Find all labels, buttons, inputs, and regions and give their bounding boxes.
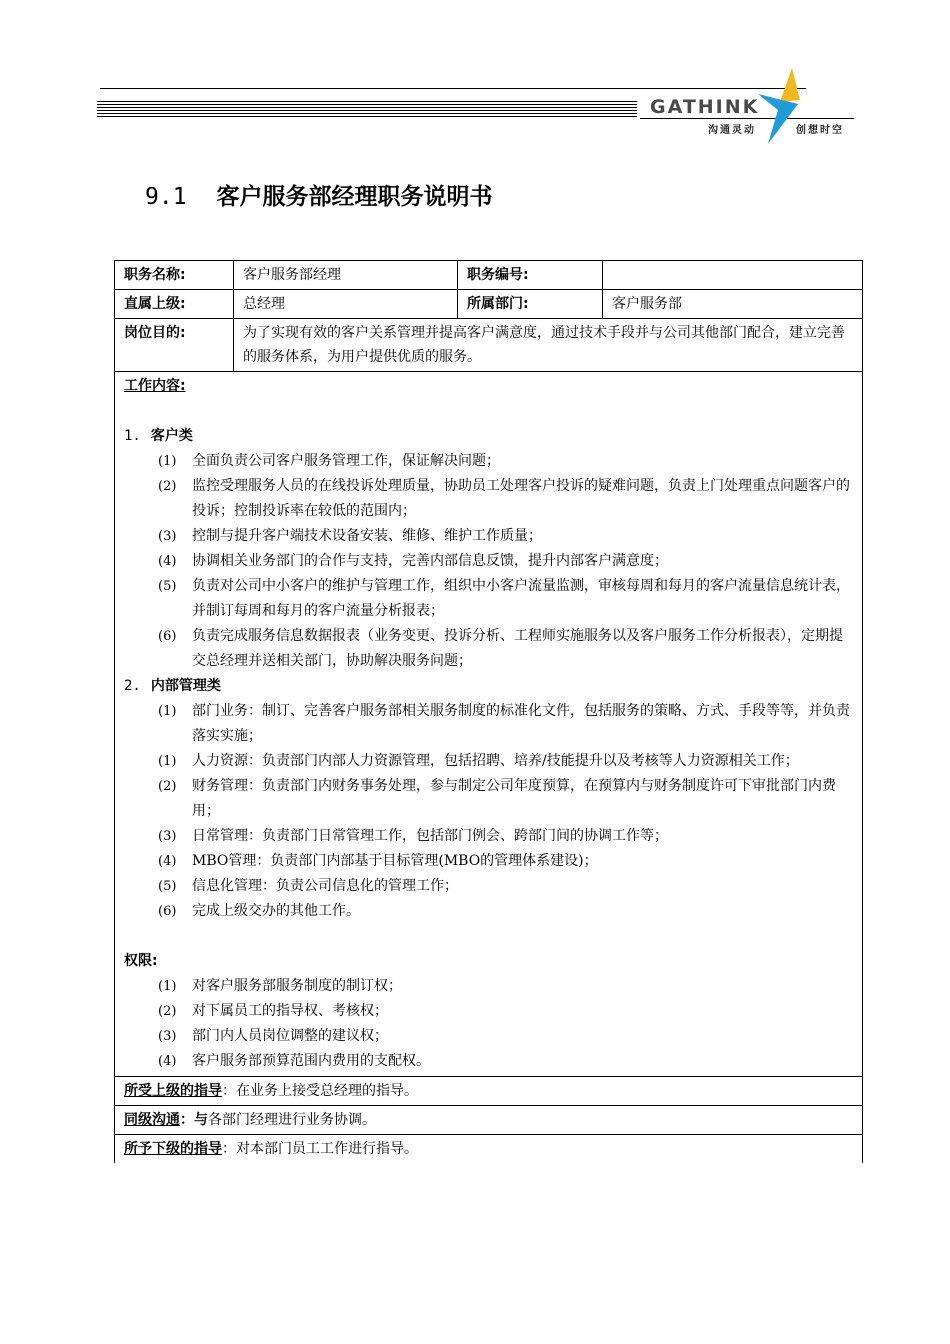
- peer-communication-label: 同级沟通: [124, 1112, 180, 1128]
- list-item: (2) 对下属员工的指导权、考核权；: [158, 1003, 388, 1019]
- list-item: (3) 部门内人员岗位调整的建议权；: [158, 1028, 388, 1044]
- purpose-value: 为了实现有效的客户关系管理并提高客户满意度，通过技术手段并与公司其他部门配合，建立完善的服务体系，为用户提供优质的服务。: [234, 319, 863, 372]
- department-label: 所属部门:: [458, 290, 603, 319]
- category-heading: 2. 内部管理类: [124, 678, 221, 694]
- subordinate-guidance-cell: [115, 1135, 863, 1164]
- department-value: 客户服务部: [603, 290, 863, 319]
- peer-communication-bold: ：与: [180, 1112, 208, 1128]
- page-header: [0, 0, 950, 160]
- table-row: [115, 1135, 863, 1164]
- category-heading: 1. 客户类: [124, 428, 193, 444]
- header-striped-band: [97, 101, 637, 119]
- section-number: 9.1: [145, 184, 187, 210]
- list-item: (4) MBO管理：负责部门内部基于目标管理(MBO的管理体系建设)；: [158, 853, 598, 869]
- list-item: (6) 完成上级交办的其他工作。: [158, 903, 360, 919]
- job-code-value: [603, 261, 863, 290]
- list-item: (5) 负责对公司中小客户的维护与管理工作，组织中小客户流量监测，审核每周和每月的客户流量信息统计表，并制订每周和每月的客户流量分析报表；: [158, 578, 850, 619]
- list-item: (6) 负责完成服务信息数据报表（业务变更、投诉分析、工程师实施服务以及客户服务工作分析报表），定期提交总经理并送相关部门，协助解决服务问题；: [158, 628, 843, 669]
- job-description-table: [114, 260, 863, 1163]
- table-row: [115, 1106, 863, 1135]
- logo-blue-arrow-icon: [758, 94, 798, 144]
- superior-guidance-label: 所受上级的指导: [124, 1083, 222, 1099]
- subordinate-guidance-text: ：对本部门员工工作进行指导。: [222, 1141, 418, 1157]
- list-item: (1) 人力资源：负责部门内部人力资源管理，包括招聘、培养/技能提升以及考核等人力资源相关工作；: [158, 753, 799, 769]
- job-code-label: 职务编号:: [458, 261, 603, 290]
- superior-guidance-text: ：在业务上接受总经理的指导。: [222, 1083, 418, 1099]
- list-item: (4) 客户服务部预算范围内费用的支配权。: [158, 1053, 430, 1069]
- peer-communication-text: 各部门经理进行业务协调。: [208, 1112, 376, 1128]
- job-title-label: 职务名称:: [115, 261, 234, 290]
- superior-label: 直属上级:: [115, 290, 234, 319]
- title-text: 客户服务部经理职务说明书: [216, 184, 493, 210]
- logo-slogan-left: 沟通灵动: [708, 125, 756, 136]
- table-row: [115, 319, 863, 372]
- superior-guidance-cell: [115, 1077, 863, 1106]
- job-title-value: 客户服务部经理: [234, 261, 458, 290]
- peer-communication-cell: [115, 1106, 863, 1135]
- table-row: [115, 372, 863, 1077]
- list-item: (3) 控制与提升客户端技术设备安装、维修、维护工作质量；: [158, 528, 542, 544]
- list-item: (1) 全面负责公司客户服务管理工作，保证解决问题；: [158, 453, 500, 469]
- superior-value: 总经理: [234, 290, 458, 319]
- subordinate-guidance-label: 所予下级的指导: [124, 1141, 222, 1157]
- logo-yellow-wing-icon: [780, 68, 800, 102]
- list-item: (1) 对客户服务部服务制度的制订权；: [158, 978, 402, 994]
- page-title: [145, 178, 493, 211]
- list-item: (5) 信息化管理：负责公司信息化的管理工作；: [158, 878, 458, 894]
- table-row: [115, 261, 863, 290]
- list-item: (3) 日常管理：负责部门日常管理工作，包括部门例会、跨部门间的协调工作等；: [158, 828, 668, 844]
- logo-name: GATHINK: [650, 96, 760, 118]
- table-row: [115, 290, 863, 319]
- work-content-label: 工作内容:: [124, 378, 186, 394]
- list-item: (4) 协调相关业务部门的合作与支持，完善内部信息反馈，提升内部客户满意度；: [158, 553, 668, 569]
- work-content-cell: [115, 372, 863, 1077]
- table-row: [115, 1077, 863, 1106]
- list-item: (1) 部门业务：制订、完善客户服务部相关服务制度的标准化文件，包括服务的策略、方式、手段等等，并负责落实实施；: [158, 703, 850, 744]
- purpose-label: 岗位目的:: [115, 319, 234, 372]
- logo-slogan-right: 创想时空: [796, 125, 844, 136]
- list-item: (2) 监控受理服务人员的在线投诉处理质量，协助员工处理客户投诉的疑难问题，负责上门处理重点问题客户的投诉；控制投诉率在较低的范围内；: [158, 478, 850, 519]
- list-item: (2) 财务管理：负责部门内财务事务处理，参与制定公司年度预算，在预算内与财务制度许可下审批部门内费用；: [158, 778, 836, 819]
- authority-label: 权限:: [124, 953, 158, 969]
